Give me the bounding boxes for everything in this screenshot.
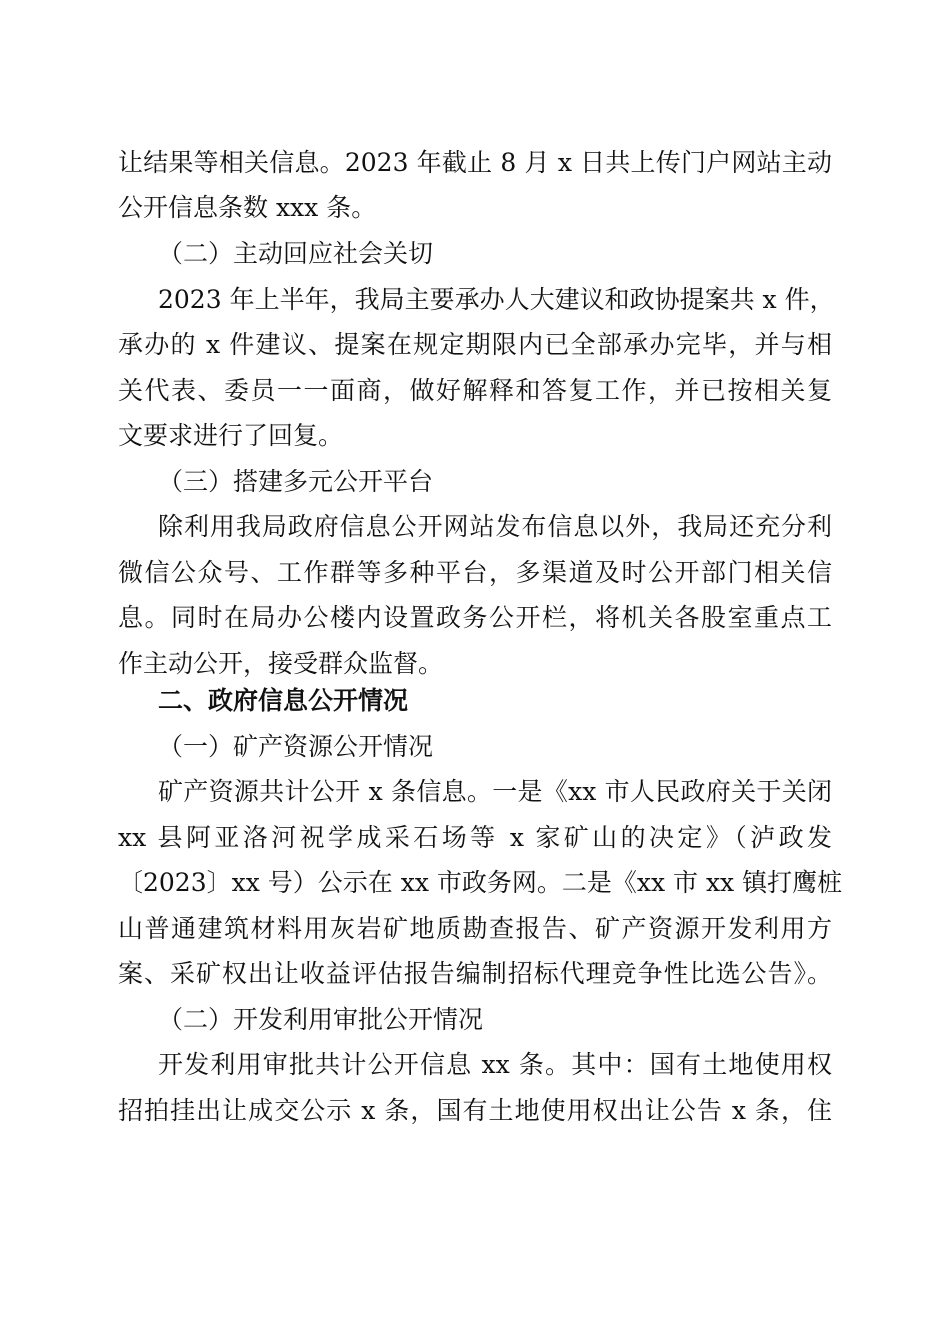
paragraph-line: 微信公众号、工作群等多种平台，多渠道及时公开部门相关信 xyxy=(118,558,832,587)
paragraph-line: 矿产资源共计公开 x 条信息。一是《xx 市人民政府关于关闭 xyxy=(158,777,832,806)
paragraph-line: 作主动公开，接受群众监督。 xyxy=(118,649,444,678)
paragraph-line: 让结果等相关信息。2023 年截止 8 月 x 日共上传门户网站主动 xyxy=(118,148,832,177)
subsection-heading: （二）主动回应社会关切 xyxy=(158,239,434,268)
paragraph-line: 承办的 x 件建议、提案在规定期限内已全部承办完毕，并与相 xyxy=(118,330,832,359)
paragraph-line: xx 县阿亚洛河祝学成采石场等 x 家矿山的决定》（泸政发 xyxy=(118,823,832,852)
paragraph-line: 开发利用审批共计公开信息 xx 条。其中：国有土地使用权 xyxy=(158,1050,832,1079)
paragraph-line: 案、采矿权出让收益评估报告编制招标代理竞争性比选公告》。 xyxy=(118,959,832,988)
paragraph-line: 〔2023〕xx 号）公示在 xx 市政务网。二是《xx 市 xx 镇打鹰桩 xyxy=(118,868,843,897)
section-heading: 二、政府信息公开情况 xyxy=(158,686,409,715)
paragraph-line: 招拍挂出让成交公示 x 条，国有土地使用权出让公告 x 条，住 xyxy=(118,1096,832,1125)
paragraph-line: 文要求进行了回复。 xyxy=(118,421,344,450)
paragraph-line: 公开信息条数 xxx 条。 xyxy=(118,193,377,222)
paragraph-line: 山普通建筑材料用灰岩矿地质勘查报告、矿产资源开发利用方 xyxy=(118,914,832,943)
paragraph-line: 2023 年上半年，我局主要承办人大建议和政协提案共 x 件， xyxy=(158,285,835,314)
subsection-heading: （三）搭建多元公开平台 xyxy=(158,467,434,496)
paragraph-line: 除利用我局政府信息公开网站发布信息以外，我局还充分利 xyxy=(158,512,832,541)
paragraph-line: 关代表、委员一一面商，做好解释和答复工作，并已按相关复 xyxy=(118,376,832,405)
paragraph-line: 息。同时在局办公楼内设置政务公开栏，将机关各股室重点工 xyxy=(118,603,832,632)
subsection-heading: （二）开发利用审批公开情况 xyxy=(158,1005,484,1034)
subsection-heading: （一）矿产资源公开情况 xyxy=(158,732,434,761)
